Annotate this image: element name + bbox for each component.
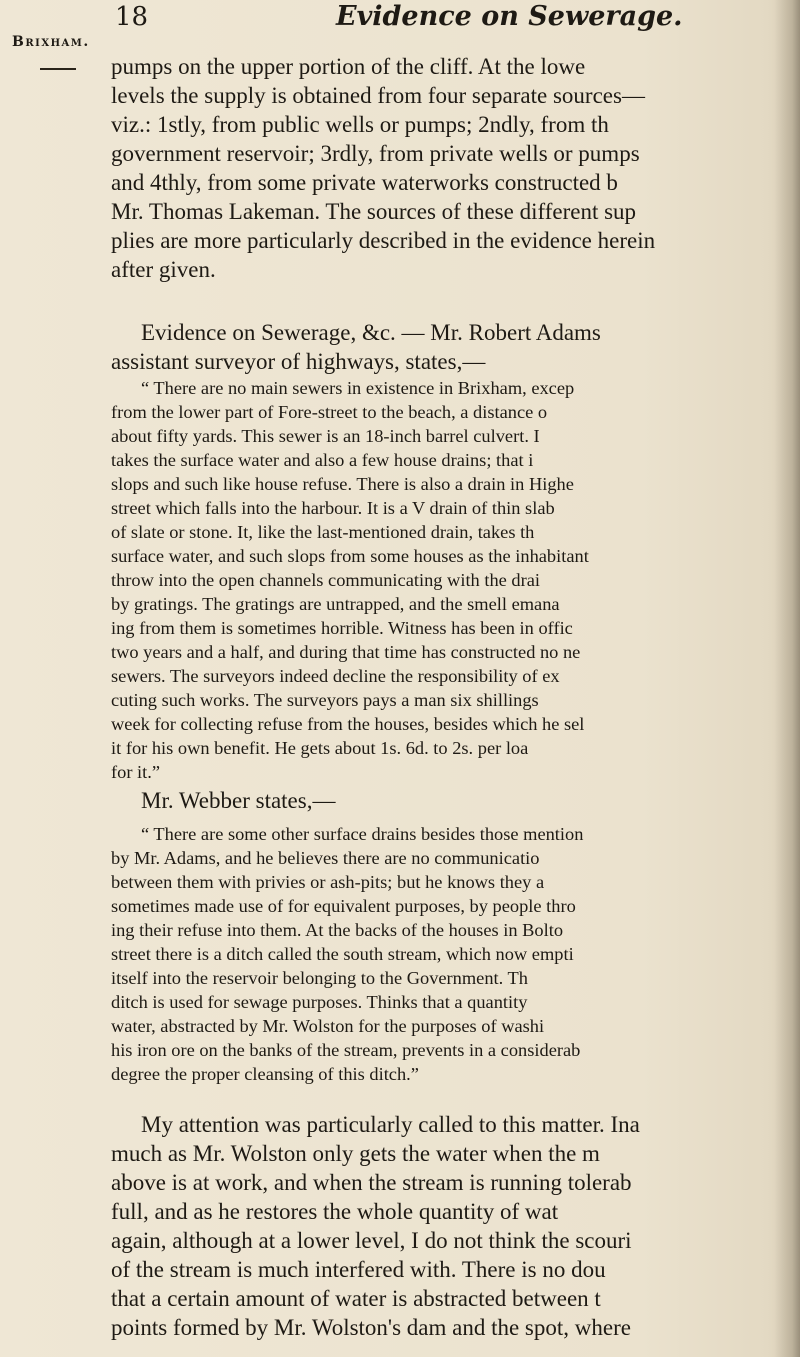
text-line: above is at work, and when the stream is running tolerab — [111, 1170, 632, 1195]
text-line: ing their refuse into them. At the backs of the houses in Bolto — [111, 920, 564, 940]
paragraph-intro — [111, 52, 790, 284]
text-line: after given. — [111, 257, 216, 282]
text-line: sewers. The surveyors indeed decline the responsibility of ex — [111, 666, 560, 686]
text-line: street there is a ditch called the south stream, which now empti — [111, 944, 574, 964]
text-line: viz.: 1stly, from public wells or pumps; 2ndly, from th — [111, 112, 609, 137]
margin-note: Brixham. — [12, 34, 90, 50]
text-line: takes the surface water and also a few house drains; that i — [111, 450, 534, 470]
text-line: his iron ore on the banks of the stream, prevents in a considerab — [111, 1040, 581, 1060]
text-line: by Mr. Adams, and he believes there are no communicatio — [111, 848, 540, 868]
quote-webber — [111, 822, 790, 1086]
paragraph-conclusion — [111, 1110, 790, 1342]
text-line: assistant surveyor of highways, states,— — [111, 349, 486, 374]
margin-dash — [40, 68, 76, 70]
text-line: government reservoir; 3rdly, from private wells or pumps — [111, 141, 640, 166]
text-line: full, and as he restores the whole quantity of wat — [111, 1199, 559, 1224]
paragraph-adams-intro — [111, 318, 790, 376]
text-line: about fifty yards. This sewer is an 18-inch barrel culvert. I — [111, 426, 540, 446]
text-line: sometimes made use of for equivalent purposes, by people thro — [111, 896, 576, 916]
text-line: of the stream is much interfered with. There is no dou — [111, 1257, 606, 1282]
text-line: “ There are some other surface drains besides those mention — [141, 824, 584, 844]
text-line: ditch is used for sewage purposes. Thinks that a quantity — [111, 992, 528, 1012]
text-line: week for collecting refuse from the houses, besides which he sel — [111, 714, 585, 734]
text-line: My attention was particularly called to this matter. Ina — [141, 1112, 640, 1137]
text-line: itself into the reservoir belonging to the Government. Th — [111, 968, 528, 988]
quote-adams — [111, 376, 790, 784]
text-line: it for his own benefit. He gets about 1s. 6d. to 2s. per loa — [111, 738, 529, 758]
text-line: Mr. Thomas Lakeman. The sources of these different sup — [111, 199, 637, 224]
text-line: that a certain amount of water is abstracted between t — [111, 1286, 601, 1311]
text-line: Mr. Webber states,— — [141, 788, 336, 813]
text-line: street which falls into the harbour. It is a V drain of thin slab — [111, 498, 555, 518]
text-line: “ There are no main sewers in existence in Brixham, excep — [141, 378, 575, 398]
text-line: Evidence on Sewerage, &c. — Mr. Robert Adams — [141, 320, 601, 345]
text-line: much as Mr. Wolston only gets the water when the m — [111, 1141, 600, 1166]
text-line: two years and a half, and during that time has constructed no ne — [111, 642, 581, 662]
text-line: pumps on the upper portion of the cliff. At the lowe — [111, 54, 586, 79]
text-line: cuting such works. The surveyors pays a man six shillings — [111, 690, 539, 710]
text-line: and 4thly, from some private waterworks constructed b — [111, 170, 618, 195]
text-line: for it.” — [111, 762, 161, 782]
text-line: from the lower part of Fore-street to the beach, a distance o — [111, 402, 548, 422]
text-line: throw into the open channels communicating with the drai — [111, 570, 541, 590]
text-line: between them with privies or ash-pits; but he knows they a — [111, 872, 545, 892]
text-line: water, abstracted by Mr. Wolston for the purposes of washi — [111, 1016, 545, 1036]
text-line: of slate or stone. It, like the last-mentioned drain, takes th — [111, 522, 535, 542]
text-line: levels the supply is obtained from four separate sources— — [111, 83, 645, 108]
running-title: Evidence on Sewerage. — [336, 1, 683, 32]
text-line: again, although at a lower level, I do not think the scouri — [111, 1228, 632, 1253]
text-line: ing from them is sometimes horrible. Witness has been in offic — [111, 618, 573, 638]
text-line: surface water, and such slops from some houses as the inhabitant — [111, 546, 589, 566]
text-line: points formed by Mr. Wolston's dam and the spot, where — [111, 1315, 631, 1340]
paragraph-webber-intro — [111, 786, 790, 815]
text-line: by gratings. The gratings are untrapped, and the smell emana — [111, 594, 560, 614]
text-line: slops and such like house refuse. There is also a drain in Highe — [111, 474, 574, 494]
text-line: plies are more particularly described in the evidence herein — [111, 228, 656, 253]
text-line: degree the proper cleansing of this ditch.” — [111, 1064, 419, 1084]
page-number: 18 — [115, 2, 149, 32]
